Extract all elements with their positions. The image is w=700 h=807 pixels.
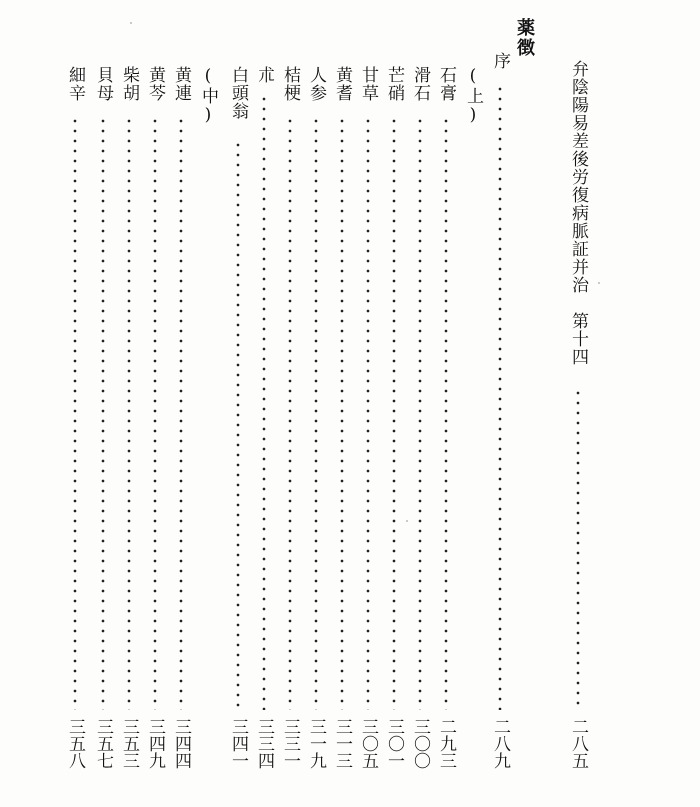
entry-page: 三五八 [65, 718, 85, 769]
entry-label: 黄連 [171, 66, 191, 102]
dot-leader [498, 84, 502, 710]
dot-leader [340, 116, 344, 710]
toc-entry[interactable] [356, 0, 380, 807]
dot-leader [236, 140, 240, 710]
entry-label: 黄耆 [332, 66, 352, 102]
chapter-page: 二八五 [568, 718, 588, 769]
entry-page: 三〇五 [358, 718, 378, 769]
toc-entry[interactable] [408, 0, 432, 807]
toc-entry[interactable] [382, 0, 406, 807]
entry-label: 白頭翁 [228, 66, 248, 120]
scan-speck [598, 282, 600, 284]
entry-label: 朮 [254, 66, 274, 84]
toc-entry[interactable] [278, 0, 302, 807]
chapter-line [566, 0, 590, 807]
entry-page: 三一三 [332, 718, 352, 769]
toc-entry[interactable] [252, 0, 276, 807]
entry-label: 人参 [306, 66, 326, 102]
dot-leader [418, 116, 422, 710]
entry-page: 三四四 [171, 718, 191, 769]
dot-leader [127, 116, 131, 710]
subheading-label: (中) [198, 66, 218, 126]
toc-entry[interactable] [91, 0, 115, 807]
toc-subheading [196, 0, 220, 807]
entry-page: 二九三 [436, 718, 456, 769]
entry-page: 三五三 [119, 718, 139, 769]
toc-entry[interactable] [488, 0, 512, 807]
toc-entry[interactable] [169, 0, 193, 807]
entry-label: 細辛 [65, 66, 85, 102]
dot-leader [392, 116, 396, 710]
dot-leader [101, 116, 105, 710]
entry-page: 三五七 [93, 718, 113, 769]
entry-label: 滑石 [410, 66, 430, 102]
entry-label: 芒硝 [384, 66, 404, 102]
toc-entry[interactable] [304, 0, 328, 807]
subheading-label: (上) [463, 66, 483, 126]
dot-leader [366, 116, 370, 710]
section-title: 薬徴 [514, 18, 535, 58]
entry-page: 三四一 [228, 718, 248, 769]
dot-leader [314, 116, 318, 710]
entry-page: 三〇〇 [410, 718, 430, 769]
dot-leader [288, 116, 292, 710]
entry-label: 貝母 [93, 66, 113, 102]
toc-entry[interactable] [63, 0, 87, 807]
entry-page: 三四九 [145, 718, 165, 769]
entry-page: 三三四 [254, 718, 274, 769]
entry-label: 黄芩 [145, 66, 165, 102]
toc-entry[interactable] [226, 0, 250, 807]
dot-leader [73, 116, 77, 710]
toc-entry[interactable] [330, 0, 354, 807]
entry-page: 二八九 [490, 718, 510, 769]
scan-speck [130, 22, 132, 24]
entry-page: 三一九 [306, 718, 326, 769]
entry-page: 三〇一 [384, 718, 404, 769]
entry-page: 三三一 [280, 718, 300, 769]
toc-subheading [461, 0, 485, 807]
dot-leader [262, 94, 266, 710]
entry-label: 甘草 [358, 66, 378, 102]
dot-leader [179, 116, 183, 710]
entry-label: 石膏 [436, 66, 456, 102]
toc-entry[interactable] [117, 0, 141, 807]
scan-speck [406, 520, 408, 522]
chapter-number: 第十四 [568, 312, 588, 366]
entry-label: 柴胡 [119, 66, 139, 102]
dot-leader [444, 116, 448, 710]
dot-leader [153, 116, 157, 710]
entry-label: 序 [490, 52, 510, 70]
entry-label: 桔梗 [280, 66, 300, 102]
toc-entry[interactable] [143, 0, 167, 807]
toc-entry[interactable] [434, 0, 458, 807]
chapter-title: 弁陰陽易差後労復病脈証并治 [568, 60, 588, 294]
dot-leader [576, 388, 580, 710]
